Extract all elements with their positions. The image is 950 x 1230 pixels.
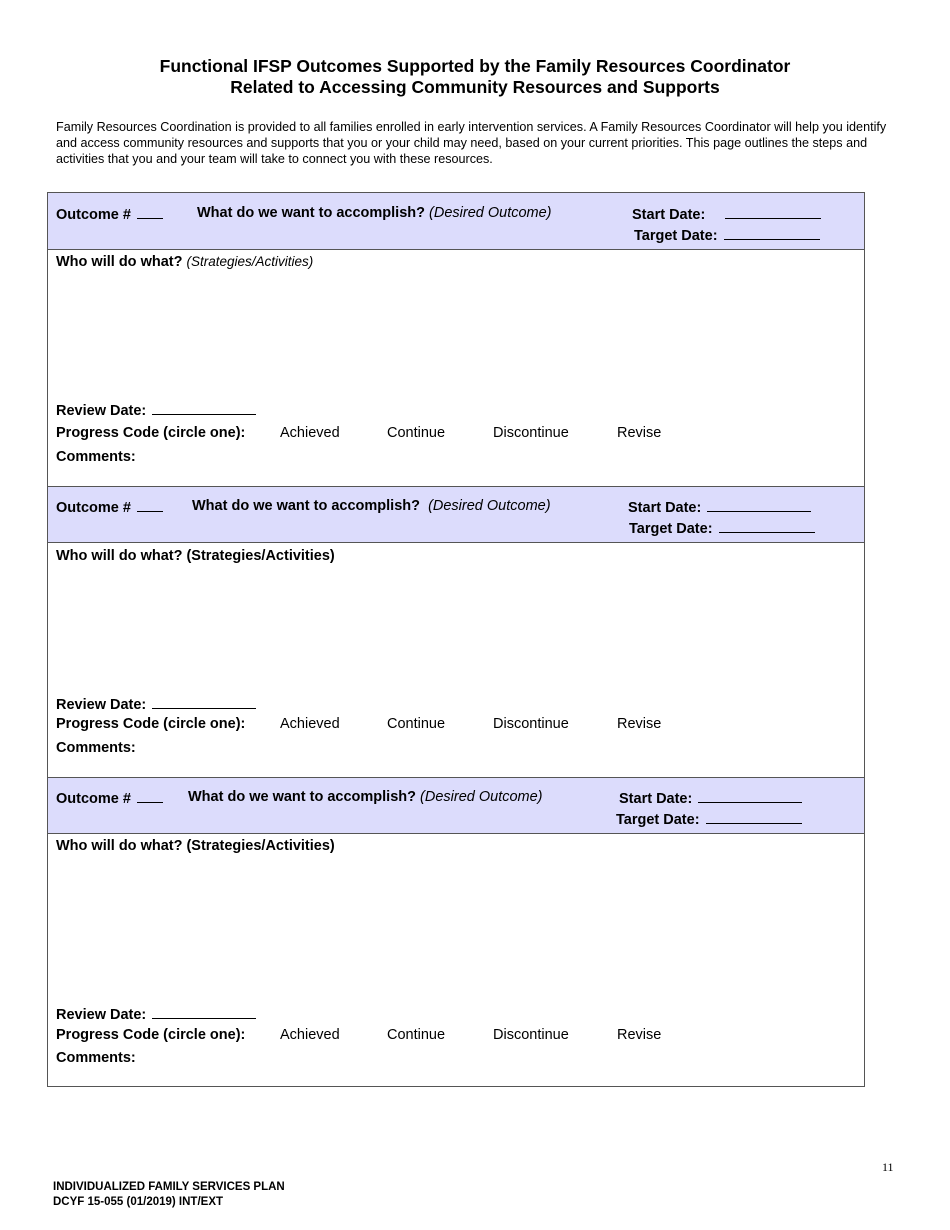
outcome-number-field-1[interactable]: Outcome # bbox=[56, 204, 163, 224]
comments-label-2: Comments: bbox=[56, 740, 136, 756]
review-date-field-2[interactable]: Review Date: bbox=[56, 694, 256, 714]
who-will-do-what-2: Who will do what? (Strategies/Activities) bbox=[56, 548, 335, 564]
code-continue-2[interactable]: Continue bbox=[387, 716, 446, 732]
progress-code-label-2: Progress Code (circle one): bbox=[56, 716, 246, 732]
code-revise-3[interactable]: Revise bbox=[617, 1027, 662, 1043]
target-date-field-3[interactable]: Target Date: bbox=[616, 809, 802, 829]
code-achieved-2[interactable]: Achieved bbox=[280, 716, 340, 732]
code-revise-1[interactable]: Revise bbox=[617, 425, 662, 441]
title-line-2: Related to Accessing Community Resources and Supports bbox=[230, 77, 720, 97]
progress-code-label-3: Progress Code (circle one): bbox=[56, 1027, 246, 1043]
outcomes-form bbox=[47, 192, 865, 1087]
review-date-field-3[interactable]: Review Date: bbox=[56, 1004, 256, 1024]
title-line-1: Functional IFSP Outcomes Supported by the Family Resources Coordinator bbox=[159, 56, 791, 76]
target-date-field-1[interactable]: Target Date: bbox=[634, 225, 820, 245]
intro-paragraph: Family Resources Coordination is provided to all families enrolled in early intervention services. A Family Resources Coordinator will help you identify and access community resources and supports that you or your child may need, based on your current priorities. This page outlines the steps and activities that you and your team will take to connect you with these resources. bbox=[56, 120, 887, 166]
code-continue-3[interactable]: Continue bbox=[387, 1027, 446, 1043]
who-will-do-what-3: Who will do what? (Strategies/Activities) bbox=[56, 838, 335, 854]
code-revise-2[interactable]: Revise bbox=[617, 716, 662, 732]
review-date-field-1[interactable]: Review Date: bbox=[56, 400, 256, 420]
page-number: 11 bbox=[882, 1160, 894, 1174]
code-discontinue-1[interactable]: Discontinue bbox=[493, 425, 569, 441]
outcome-number-field-3[interactable]: Outcome # bbox=[56, 788, 163, 808]
outcome-number-field-2[interactable]: Outcome # bbox=[56, 497, 163, 517]
comments-label-3: Comments: bbox=[56, 1050, 136, 1066]
outcome-header-2 bbox=[48, 486, 864, 543]
code-discontinue-3[interactable]: Discontinue bbox=[493, 1027, 569, 1043]
code-achieved-3[interactable]: Achieved bbox=[280, 1027, 340, 1043]
desired-outcome-question-3: What do we want to accomplish? (Desired Outcome) bbox=[188, 789, 543, 805]
code-discontinue-2[interactable]: Discontinue bbox=[493, 716, 569, 732]
outcome-header-3 bbox=[48, 777, 864, 834]
code-achieved-1[interactable]: Achieved bbox=[280, 425, 340, 441]
start-date-field-3[interactable]: Start Date: bbox=[619, 788, 802, 808]
outcome-header-1 bbox=[48, 193, 864, 250]
comments-label-1: Comments: bbox=[56, 449, 136, 465]
footer-line-2: DCYF 15-055 (01/2019) INT/EXT bbox=[53, 1196, 224, 1208]
page-title bbox=[0, 56, 950, 98]
progress-code-label-1: Progress Code (circle one): bbox=[56, 425, 246, 441]
desired-outcome-question-2: What do we want to accomplish? (Desired Outcome) bbox=[192, 498, 551, 514]
form-footer bbox=[53, 1180, 285, 1210]
start-date-field-1[interactable]: Start Date: bbox=[632, 204, 821, 224]
target-date-field-2[interactable]: Target Date: bbox=[629, 518, 815, 538]
start-date-field-2[interactable]: Start Date: bbox=[628, 497, 811, 517]
desired-outcome-question-1: What do we want to accomplish? (Desired Outcome) bbox=[197, 205, 552, 221]
footer-line-1: INDIVIDUALIZED FAMILY SERVICES PLAN bbox=[53, 1181, 285, 1193]
code-continue-1[interactable]: Continue bbox=[387, 425, 446, 441]
who-will-do-what-1: Who will do what? (Strategies/Activities) bbox=[56, 254, 314, 270]
